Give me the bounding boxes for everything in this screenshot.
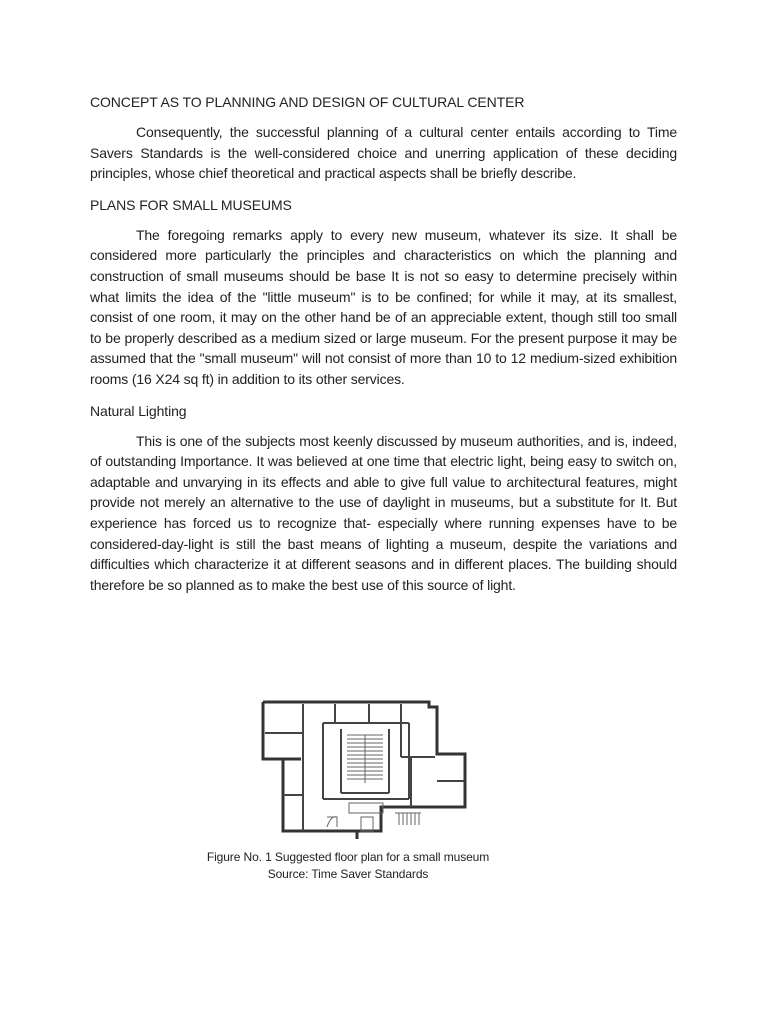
floor-plan-figure xyxy=(261,699,467,839)
paragraph-cultural-center: Consequently, the successful planning of a cultural center entails according to Time Savers Standards is the well-considered choice and unerring application of these deciding principles, whose chief theoretical and practical aspects shall be briefly describe. xyxy=(90,124,677,182)
paragraph-natural-lighting: This is one of the subjects most keenly discussed by museum authorities, and is, indeed, of outstanding Importance. It was believed at one time that electric light, being easy to switch on, adaptable and unvarying in its effects and able to give full value to architectural features, might provide not merely an alternative to the use of daylight in museums, but a substitute for It. But experience has forced us to recognize that- especially where running expenses have to be considered-day-light is still the bast means of lighting a museum, despite the variations and difficulties which characterize it at different seasons and in different places. The building should therefore be so planned as to make the best use of this source of light. xyxy=(90,432,677,593)
paragraph-small-museums: The foregoing remarks apply to every new museum, whatever its size. It shall be considered more particularly the principles and characteristics on which the planning and construction of small museums should be base It is not so easy to determine precisely within what limits the idea of the "little museum" is to be confined; for while it may, at its smallest, consist of one room, it may on the other hand be of an appreciable extent, though still too small to be properly described as a medium sized or large museum. For the present purpose it may be assumed that the "small museum" will not consist of more than 10 to 12 medium-sized exhibition rooms (16 X24 sq ft) in addition to its other services. xyxy=(90,226,677,387)
document-body xyxy=(90,92,677,606)
section-heading-cultural-center: CONCEPT AS TO PLANNING AND DESIGN OF CULTURAL CENTER xyxy=(90,94,525,110)
figure-caption: Figure No. 1 Suggested floor plan for a small museum xyxy=(206,850,490,864)
figure-source: Source: Time Saver Standards xyxy=(267,867,429,881)
section-heading-small-museums: PLANS FOR SMALL MUSEUMS xyxy=(90,196,292,213)
section-heading-natural-lighting: Natural Lighting xyxy=(90,402,187,419)
